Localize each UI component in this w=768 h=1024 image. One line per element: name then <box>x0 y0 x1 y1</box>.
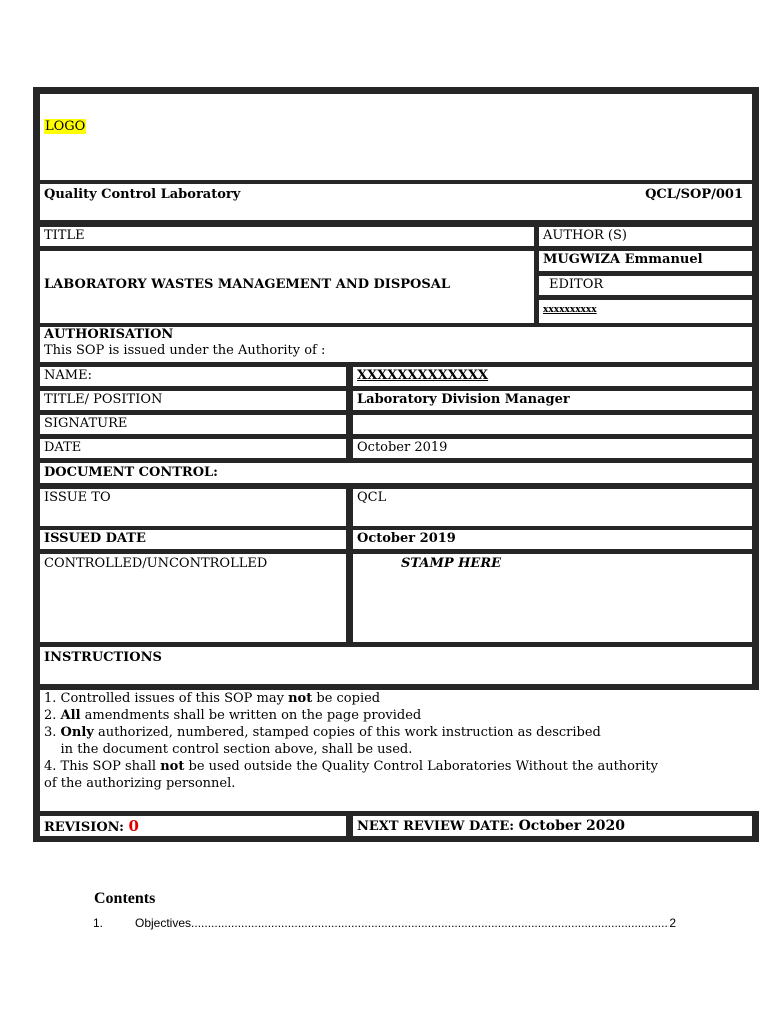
author-name: MUGWIZA Emmanuel <box>543 252 703 267</box>
stamp-area <box>353 554 752 642</box>
name-label-text: NAME: <box>44 368 92 383</box>
instruction-item: in the document control section above, shall be used. <box>44 742 413 757</box>
position-value <box>353 391 752 410</box>
title-value <box>40 251 534 323</box>
date-label-text: DATE <box>44 440 82 455</box>
stamp-here-label: STAMP HERE <box>401 556 502 571</box>
issue-to-value <box>353 489 752 526</box>
name-label <box>40 367 346 386</box>
instruction-item: of the authorizing personnel. <box>44 776 236 791</box>
next-review-cell <box>353 816 752 836</box>
lab-name: Quality Control Laboratory <box>44 187 241 202</box>
instruction-item: 4. This SOP shall not be used outside the Quality Control Laboratories Without the authority <box>44 759 658 774</box>
instruction-item: 2. All amendments shall be written on the page provided <box>44 708 422 723</box>
authorisation-date: October 2019 <box>357 440 448 455</box>
toc-entry-label[interactable]: Objectives <box>135 916 192 930</box>
authoriser-name: XXXXXXXXXXXXX <box>357 368 489 383</box>
sop-cover-table <box>33 87 759 842</box>
date-value <box>353 439 752 458</box>
issue-to-label <box>40 489 346 526</box>
date-label <box>40 439 346 458</box>
toc-entry-number: 1. <box>93 916 104 930</box>
toc-leader-dots <box>191 914 669 932</box>
author-value <box>539 251 752 271</box>
lab-header-row <box>40 184 752 220</box>
author-label <box>539 227 752 246</box>
doc-code: QCL/SOP/001 <box>645 187 743 202</box>
editor-name: xxxxxxxxxx <box>543 305 597 315</box>
revision-label: REVISION: <box>44 820 124 835</box>
signature-value[interactable] <box>353 415 752 434</box>
authorisation-heading: AUTHORISATION <box>44 327 174 342</box>
issue-to-text: QCL <box>357 490 387 505</box>
editor-label <box>539 276 752 295</box>
issue-to-label-text: ISSUE TO <box>44 490 111 505</box>
name-value <box>353 367 752 386</box>
contents-heading: Contents <box>94 890 156 907</box>
controlled-label-text: CONTROLLED/UNCONTROLLED <box>44 556 268 571</box>
document-control-heading <box>40 463 752 483</box>
controlled-label <box>40 554 346 642</box>
issued-date-text: October 2019 <box>357 531 456 546</box>
instruction-item: 3. Only authorized, numbered, stamped copies of this work instruction as described <box>44 725 601 740</box>
editor-value <box>539 300 752 323</box>
title-label <box>40 227 534 246</box>
revision-number: 0 <box>128 817 139 835</box>
document-control-heading-text: DOCUMENT CONTROL: <box>44 465 218 480</box>
next-review-label: NEXT REVIEW DATE: <box>357 819 515 834</box>
position-label-text: TITLE/ POSITION <box>44 392 163 407</box>
issued-date-label <box>40 530 346 549</box>
next-review-date: October 2020 <box>518 818 625 834</box>
authoriser-position: Laboratory Division Manager <box>357 392 570 407</box>
authorisation-statement: This SOP is issued under the Authority of : <box>44 343 326 358</box>
logo-cell <box>40 94 752 180</box>
instructions-list <box>40 690 768 811</box>
title-label-text: TITLE <box>44 228 85 243</box>
logo-placeholder: LOGO <box>45 119 86 134</box>
instruction-item: 1. Controlled issues of this SOP may not be copied <box>44 691 381 706</box>
toc-entry-page: 2 <box>669 916 676 930</box>
authorisation-block <box>40 327 752 362</box>
signature-label-text: SIGNATURE <box>44 416 128 431</box>
issued-date-value <box>353 530 752 549</box>
sop-title: LABORATORY WASTES MANAGEMENT AND DISPOSAL <box>44 277 450 292</box>
editor-label-text: EDITOR <box>549 277 604 292</box>
instructions-heading <box>40 647 752 684</box>
instructions-heading-text: INSTRUCTIONS <box>44 650 162 665</box>
position-label <box>40 391 346 410</box>
issued-date-label-text: ISSUED DATE <box>44 531 146 546</box>
author-label-text: AUTHOR (S) <box>543 228 627 243</box>
revision-cell <box>40 816 346 836</box>
toc-entry[interactable] <box>93 914 676 932</box>
signature-label <box>40 415 346 434</box>
